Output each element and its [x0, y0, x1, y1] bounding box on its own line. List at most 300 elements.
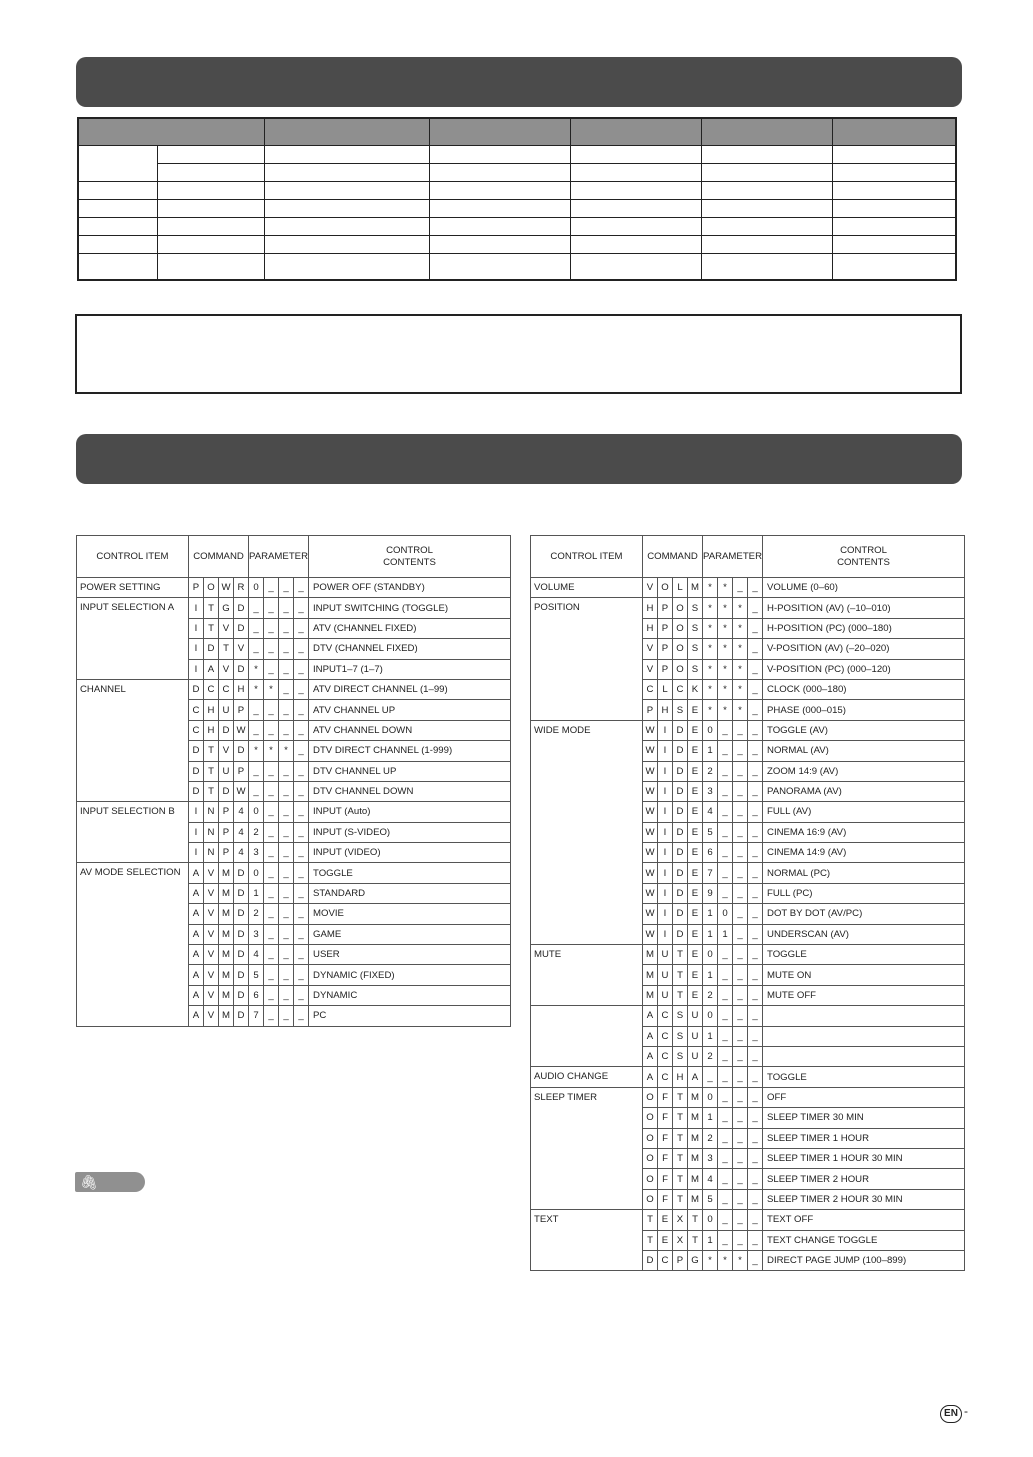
parameter-char: _	[264, 781, 279, 801]
header-text: CONTROL	[386, 544, 433, 556]
section-banner-top	[76, 57, 962, 107]
parameter-char: _	[279, 985, 294, 1005]
command-char: S	[688, 639, 703, 659]
table-row	[78, 199, 956, 217]
command-char: F	[658, 1148, 673, 1168]
command-char: N	[204, 802, 219, 822]
command-char: F	[658, 1169, 673, 1189]
control-contents-cell: ATV DIRECT CHANNEL (1–99)	[309, 679, 511, 699]
command-char: D	[219, 720, 234, 740]
parameter-char: *	[718, 618, 733, 638]
parameter-char: _	[718, 883, 733, 903]
command-char: D	[234, 965, 249, 985]
command-char: D	[673, 802, 688, 822]
command-char: F	[658, 1189, 673, 1209]
command-char: S	[673, 1006, 688, 1026]
header-control-contents	[309, 536, 511, 578]
control-contents-cell: CINEMA 14:9 (AV)	[763, 843, 965, 863]
parameter-char: _	[294, 741, 309, 761]
parameter-char: _	[718, 1046, 733, 1066]
table-row	[77, 802, 511, 822]
command-char: E	[688, 883, 703, 903]
header-text: COMMAND	[647, 550, 698, 562]
table-row	[77, 578, 511, 598]
parameter-char: _	[748, 945, 763, 965]
command-char: I	[658, 822, 673, 842]
parameter-char: *	[718, 700, 733, 720]
command-char: A	[189, 1006, 204, 1026]
parameter-char: _	[294, 578, 309, 598]
command-char: V	[204, 924, 219, 944]
control-contents-cell: MUTE OFF	[763, 985, 965, 1005]
command-char: I	[189, 639, 204, 659]
parameter-char: _	[733, 1087, 748, 1107]
command-char: M	[643, 945, 658, 965]
control-contents-cell: TOGGLE (AV)	[763, 720, 965, 740]
parameter-char: _	[294, 985, 309, 1005]
control-contents-cell: PHASE (000–015)	[763, 700, 965, 720]
command-char: P	[658, 618, 673, 638]
command-char: D	[234, 924, 249, 944]
parameter-char: _	[748, 802, 763, 822]
parameter-char: 2	[703, 1046, 718, 1066]
command-char: I	[658, 802, 673, 822]
parameter-char: *	[264, 741, 279, 761]
command-char: T	[673, 1169, 688, 1189]
control-contents-cell: H-POSITION (PC) (000–180)	[763, 618, 965, 638]
parameter-char: 2	[703, 1128, 718, 1148]
parameter-char: _	[279, 863, 294, 883]
command-char: A	[189, 985, 204, 1005]
command-char: C	[658, 1026, 673, 1046]
parameter-char: *	[733, 1250, 748, 1270]
command-char: E	[688, 965, 703, 985]
parameter-char: _	[733, 1108, 748, 1128]
command-char: T	[643, 1210, 658, 1230]
control-contents-cell: ZOOM 14:9 (AV)	[763, 761, 965, 781]
control-contents-cell: SLEEP TIMER 2 HOUR	[763, 1169, 965, 1189]
parameter-char: 1	[703, 1108, 718, 1128]
parameter-char: 7	[249, 1006, 264, 1026]
command-char: M	[219, 904, 234, 924]
header-text: PARAMETER	[703, 550, 763, 562]
control-item-cell: VOLUME	[531, 578, 643, 598]
page-number-dash: -	[964, 1404, 968, 1418]
parameter-char: _	[279, 700, 294, 720]
command-char: P	[219, 802, 234, 822]
table-row	[77, 679, 511, 699]
parameter-char: _	[718, 1128, 733, 1148]
command-char: I	[189, 659, 204, 679]
command-char: I	[189, 802, 204, 822]
command-char: S	[673, 1046, 688, 1066]
language-badge: EN	[940, 1405, 962, 1423]
parameter-char: _	[264, 924, 279, 944]
command-char: I	[189, 598, 204, 618]
table-row	[78, 181, 956, 199]
command-char: R	[234, 578, 249, 598]
parameter-char: _	[264, 904, 279, 924]
parameter-char: *	[703, 618, 718, 638]
parameter-char: _	[718, 1189, 733, 1209]
control-item-cell: SLEEP TIMER	[531, 1087, 643, 1209]
control-contents-cell: MUTE ON	[763, 965, 965, 985]
parameter-char: _	[249, 639, 264, 659]
command-char: D	[234, 945, 249, 965]
command-char: H	[204, 720, 219, 740]
command-char: E	[658, 1230, 673, 1250]
command-char: V	[643, 659, 658, 679]
parameter-char: *	[703, 639, 718, 659]
command-char: S	[688, 598, 703, 618]
control-item-cell: POSITION	[531, 598, 643, 720]
parameter-char: _	[733, 843, 748, 863]
command-char: D	[673, 924, 688, 944]
parameter-char: _	[718, 1087, 733, 1107]
command-char: D	[189, 679, 204, 699]
parameter-char: _	[294, 822, 309, 842]
parameter-char: _	[733, 1210, 748, 1230]
header-text: CONTROL	[840, 544, 887, 556]
paperclip-icon: 🖇︎	[80, 1174, 98, 1190]
command-char: A	[189, 863, 204, 883]
command-char: C	[658, 1006, 673, 1026]
parameter-char: _	[294, 883, 309, 903]
command-char: H	[673, 1067, 688, 1087]
command-char: E	[688, 843, 703, 863]
parameter-char: _	[279, 761, 294, 781]
control-contents-cell: SLEEP TIMER 1 HOUR 30 MIN	[763, 1148, 965, 1168]
parameter-char: _	[718, 965, 733, 985]
parameter-char: 5	[703, 822, 718, 842]
parameter-char: *	[718, 639, 733, 659]
table-row	[531, 945, 965, 965]
parameter-char: _	[748, 598, 763, 618]
command-char: D	[234, 883, 249, 903]
command-char: O	[673, 618, 688, 638]
parameter-char: _	[718, 1169, 733, 1189]
table-row	[531, 1210, 965, 1230]
parameter-char: _	[264, 761, 279, 781]
command-char: T	[688, 1230, 703, 1250]
command-char: O	[673, 659, 688, 679]
parameter-char: _	[718, 720, 733, 740]
parameter-char: 4	[703, 802, 718, 822]
table-row	[531, 578, 965, 598]
parameter-char: *	[703, 679, 718, 699]
parameter-char: _	[718, 1210, 733, 1230]
parameter-char: _	[748, 659, 763, 679]
parameter-char: _	[718, 863, 733, 883]
table-row	[77, 863, 511, 883]
command-char: 4	[234, 843, 249, 863]
header-control-contents	[763, 536, 965, 578]
command-char: I	[658, 883, 673, 903]
command-char: A	[189, 945, 204, 965]
parameter-char: _	[748, 618, 763, 638]
table-row	[77, 598, 511, 618]
command-char: L	[673, 578, 688, 598]
parameter-char: _	[264, 1006, 279, 1026]
command-char: V	[204, 985, 219, 1005]
control-contents-cell: TEXT OFF	[763, 1210, 965, 1230]
command-char: W	[643, 741, 658, 761]
control-contents-cell: H-POSITION (AV) (–10–010)	[763, 598, 965, 618]
parameter-char: _	[294, 904, 309, 924]
command-char: A	[189, 904, 204, 924]
command-char: D	[219, 781, 234, 801]
parameter-char: _	[294, 659, 309, 679]
parameter-char: _	[294, 679, 309, 699]
command-char: V	[219, 741, 234, 761]
command-char: T	[673, 1128, 688, 1148]
command-char: T	[673, 1189, 688, 1209]
command-char: L	[658, 679, 673, 699]
command-char: M	[643, 985, 658, 1005]
control-contents-cell: ATV CHANNEL DOWN	[309, 720, 511, 740]
command-char: M	[688, 1087, 703, 1107]
parameter-char: _	[249, 761, 264, 781]
command-char: S	[688, 618, 703, 638]
control-contents-cell: CINEMA 16:9 (AV)	[763, 822, 965, 842]
command-char: D	[673, 781, 688, 801]
control-contents-cell: DTV DIRECT CHANNEL (1-999)	[309, 741, 511, 761]
command-char: O	[643, 1148, 658, 1168]
command-char: C	[673, 679, 688, 699]
control-contents-cell: INPUT (Auto)	[309, 802, 511, 822]
parameter-char: 1	[703, 965, 718, 985]
control-contents-cell: V-POSITION (AV) (–20–020)	[763, 639, 965, 659]
parameter-char: _	[718, 985, 733, 1005]
command-char: U	[688, 1006, 703, 1026]
command-char: E	[658, 1210, 673, 1230]
parameter-char: _	[294, 618, 309, 638]
command-char: P	[219, 822, 234, 842]
parameter-char: _	[264, 883, 279, 903]
parameter-char: 2	[249, 822, 264, 842]
parameter-char: *	[733, 659, 748, 679]
header-parameter	[249, 536, 309, 578]
table-row	[78, 145, 956, 163]
table-header-row	[77, 536, 511, 578]
control-contents-cell: INPUT SWITCHING (TOGGLE)	[309, 598, 511, 618]
parameter-char: _	[249, 781, 264, 801]
command-char: E	[688, 741, 703, 761]
command-char: W	[643, 843, 658, 863]
parameter-char: _	[733, 863, 748, 883]
command-char: D	[643, 1250, 658, 1270]
parameter-char: 1	[703, 924, 718, 944]
control-contents-cell: SLEEP TIMER 30 MIN	[763, 1108, 965, 1128]
command-char: E	[688, 863, 703, 883]
command-char: T	[204, 741, 219, 761]
parameter-char: _	[733, 1006, 748, 1026]
parameter-char: _	[733, 985, 748, 1005]
control-contents-cell: DYNAMIC	[309, 985, 511, 1005]
control-contents-cell: SLEEP TIMER 1 HOUR	[763, 1128, 965, 1148]
parameter-char: _	[748, 1250, 763, 1270]
control-contents-cell	[763, 1046, 965, 1066]
control-contents-cell: USER	[309, 945, 511, 965]
control-contents-cell: DOT BY DOT (AV/PC)	[763, 904, 965, 924]
command-char: D	[234, 863, 249, 883]
command-char: P	[234, 700, 249, 720]
parameter-char: _	[733, 904, 748, 924]
command-char: I	[189, 618, 204, 638]
command-char: C	[658, 1067, 673, 1087]
command-char: U	[658, 965, 673, 985]
command-char: D	[673, 904, 688, 924]
parameter-char: _	[279, 904, 294, 924]
parameter-char: _	[718, 843, 733, 863]
parameter-char: *	[264, 679, 279, 699]
parameter-char: _	[748, 1148, 763, 1168]
control-contents-cell: TOGGLE	[763, 1067, 965, 1087]
parameter-char: 0	[703, 1087, 718, 1107]
command-char: S	[673, 700, 688, 720]
control-contents-cell: DTV (CHANNEL FIXED)	[309, 639, 511, 659]
command-char: D	[673, 843, 688, 863]
command-char: E	[688, 822, 703, 842]
command-char: A	[189, 924, 204, 944]
command-char: E	[688, 700, 703, 720]
parameter-char: *	[703, 659, 718, 679]
parameter-char: _	[279, 945, 294, 965]
parameter-char: _	[249, 720, 264, 740]
parameter-char: _	[748, 985, 763, 1005]
command-char: U	[658, 945, 673, 965]
header-text: CONTENTS	[383, 556, 436, 568]
parameter-char: _	[733, 761, 748, 781]
parameter-char: _	[249, 700, 264, 720]
command-char: V	[219, 618, 234, 638]
table-row	[531, 720, 965, 740]
info-box	[75, 314, 962, 394]
parameter-char: _	[748, 965, 763, 985]
command-char: D	[673, 863, 688, 883]
parameter-char: _	[733, 945, 748, 965]
command-char: E	[688, 781, 703, 801]
control-contents-cell: PANORAMA (AV)	[763, 781, 965, 801]
command-char: G	[688, 1250, 703, 1270]
parameter-char: _	[294, 598, 309, 618]
command-char: A	[189, 883, 204, 903]
table-header-row	[531, 536, 965, 578]
control-contents-cell: TOGGLE	[763, 945, 965, 965]
command-char: W	[643, 761, 658, 781]
command-char: P	[643, 700, 658, 720]
command-char: I	[658, 761, 673, 781]
command-char: E	[688, 720, 703, 740]
command-char: D	[189, 761, 204, 781]
parameter-char: _	[279, 720, 294, 740]
parameter-char: 0	[703, 945, 718, 965]
command-char: C	[658, 1046, 673, 1066]
control-item-cell: AUDIO CHANGE	[531, 1067, 643, 1087]
control-contents-cell: GAME	[309, 924, 511, 944]
parameter-char: _	[264, 822, 279, 842]
command-char: W	[234, 781, 249, 801]
command-char: O	[643, 1087, 658, 1107]
command-char: A	[688, 1067, 703, 1087]
parameter-char: _	[264, 863, 279, 883]
command-char: M	[219, 1006, 234, 1026]
command-char: T	[673, 945, 688, 965]
parameter-char: _	[748, 1230, 763, 1250]
parameter-char: _	[279, 781, 294, 801]
header-text: CONTENTS	[837, 556, 890, 568]
command-char: D	[673, 822, 688, 842]
section-banner-commands	[76, 434, 962, 484]
parameter-char: _	[279, 1006, 294, 1026]
control-contents-cell: TOGGLE	[309, 863, 511, 883]
table-header-row	[78, 118, 956, 145]
parameter-char: _	[294, 639, 309, 659]
header-control-item	[77, 536, 189, 578]
parameter-char: _	[748, 863, 763, 883]
parameter-char: 0	[249, 802, 264, 822]
parameter-char: 2	[703, 761, 718, 781]
parameter-char: _	[733, 822, 748, 842]
parameter-char: _	[733, 1148, 748, 1168]
parameter-char: 0	[249, 863, 264, 883]
parameter-char: _	[748, 679, 763, 699]
command-char: M	[688, 1169, 703, 1189]
command-char: T	[688, 1210, 703, 1230]
parameter-char: _	[718, 945, 733, 965]
control-contents-cell: STANDARD	[309, 883, 511, 903]
parameter-char: _	[264, 802, 279, 822]
command-char: U	[688, 1046, 703, 1066]
parameter-char: _	[264, 985, 279, 1005]
table-row	[78, 163, 956, 181]
parameter-char: _	[279, 843, 294, 863]
parameter-char: _	[748, 1087, 763, 1107]
parameter-char: _	[748, 1046, 763, 1066]
command-char: T	[673, 1108, 688, 1128]
command-char: D	[673, 883, 688, 903]
command-char: P	[658, 598, 673, 618]
command-char: D	[234, 741, 249, 761]
command-char: I	[658, 904, 673, 924]
parameter-char: _	[733, 720, 748, 740]
control-item-cell: WIDE MODE	[531, 720, 643, 944]
command-char: A	[643, 1046, 658, 1066]
control-contents-cell: UNDERSCAN (AV)	[763, 924, 965, 944]
command-char: A	[643, 1067, 658, 1087]
parameter-char: _	[294, 720, 309, 740]
parameter-char: _	[264, 598, 279, 618]
command-char: I	[658, 741, 673, 761]
parameter-char: _	[264, 578, 279, 598]
command-char: V	[204, 863, 219, 883]
parameter-char: _	[733, 1067, 748, 1087]
parameter-char: 3	[249, 924, 264, 944]
parameter-char: 6	[703, 843, 718, 863]
control-contents-cell: INPUT (S-VIDEO)	[309, 822, 511, 842]
command-char: W	[643, 924, 658, 944]
parameter-char: 0	[249, 578, 264, 598]
header-text: CONTROL ITEM	[550, 550, 623, 562]
parameter-char: _	[718, 1230, 733, 1250]
command-char: O	[658, 578, 673, 598]
header-control-item	[531, 536, 643, 578]
command-char: W	[234, 720, 249, 740]
command-char: I	[658, 781, 673, 801]
command-char: A	[204, 659, 219, 679]
command-char: T	[204, 618, 219, 638]
command-char: N	[204, 843, 219, 863]
